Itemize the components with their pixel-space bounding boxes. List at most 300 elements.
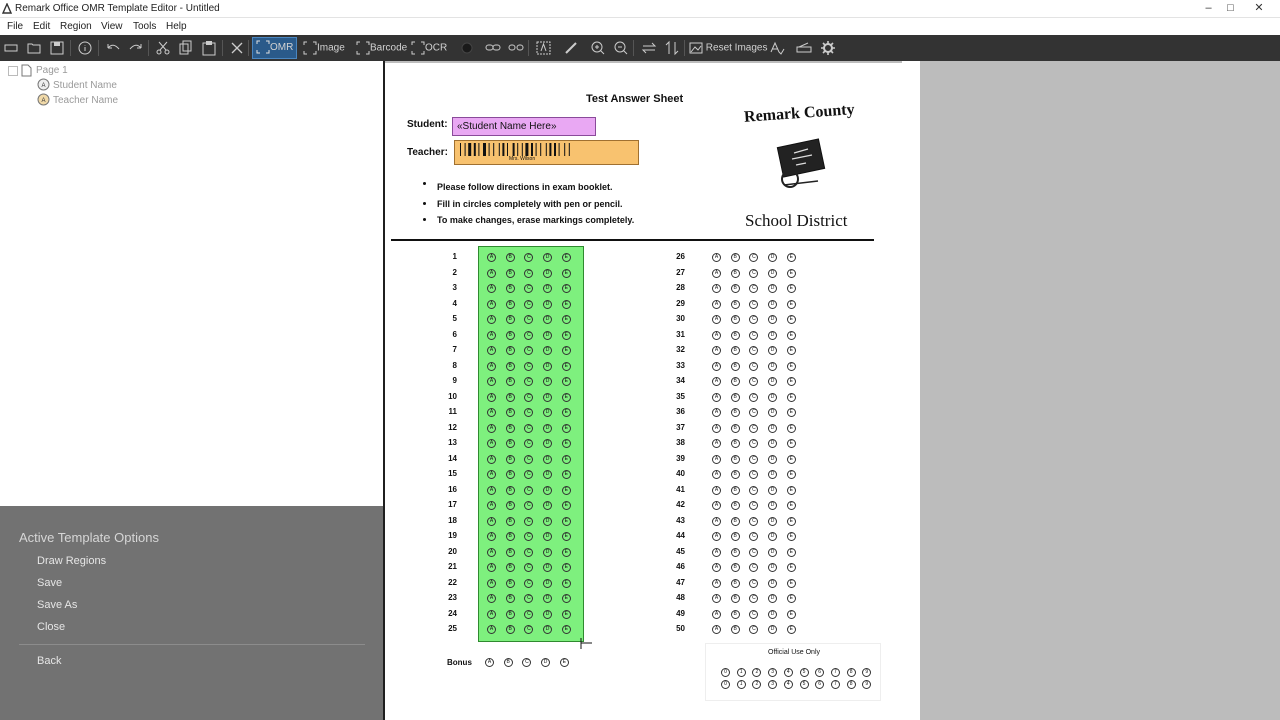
question-number: 41 — [676, 484, 685, 494]
question-number: 20 — [448, 546, 457, 556]
question-number: 31 — [676, 329, 685, 339]
reset-images-label: Reset Images — [705, 42, 768, 54]
official-bubble: 1 — [737, 680, 746, 689]
answer-bubble: C — [749, 563, 758, 572]
official-bubble: 1 — [737, 668, 746, 677]
answer-bubble: C — [749, 439, 758, 448]
menu-region[interactable]: Region — [60, 21, 92, 32]
question-number: 2 — [452, 267, 457, 277]
image-region-button[interactable] — [303, 40, 345, 56]
answer-bubble: A — [487, 408, 496, 417]
question-number: 10 — [448, 391, 457, 401]
answer-bubble: D — [768, 300, 777, 309]
answer-bubble: B — [731, 346, 740, 355]
barcode-bar — [460, 143, 461, 156]
answer-bubble: C — [749, 331, 758, 340]
barcode-bar — [569, 143, 570, 156]
answer-bubble: B — [506, 284, 515, 293]
app-icon — [2, 3, 12, 14]
redo-icon[interactable] — [128, 40, 144, 56]
answer-bubble: D — [768, 346, 777, 355]
question-number: 39 — [676, 453, 685, 463]
answer-bubble: B — [506, 486, 515, 495]
window-title: Remark Office OMR Template Editor - Untitled — [15, 3, 220, 14]
answer-bubble: A — [487, 300, 496, 309]
answer-bubble: A — [487, 470, 496, 479]
answer-bubble: C — [524, 284, 533, 293]
answer-bubble: C — [749, 625, 758, 634]
ocr-region-button[interactable] — [411, 40, 447, 56]
answer-bubble: C — [524, 408, 533, 417]
official-bubble: 8 — [847, 668, 856, 677]
answer-bubble: A — [712, 315, 721, 324]
bonus-bubble: E — [560, 658, 569, 667]
answer-bubble: D — [768, 470, 777, 479]
answer-bubble: A — [712, 563, 721, 572]
answer-bubble: E — [787, 439, 796, 448]
answer-bubble: D — [543, 625, 552, 634]
official-bubble: 4 — [784, 680, 793, 689]
answer-bubble: B — [731, 393, 740, 402]
barcode-bar — [536, 143, 537, 156]
answer-bubble: C — [524, 532, 533, 541]
answer-bubble: B — [731, 284, 740, 293]
answer-bubble: D — [768, 393, 777, 402]
answer-bubble: B — [731, 532, 740, 541]
close-window-button[interactable]: ✕ — [1254, 2, 1264, 14]
answer-bubble: B — [731, 470, 740, 479]
instruction-2: Fill in circles completely with pen or pencil. — [437, 199, 623, 209]
answer-bubble: A — [487, 517, 496, 526]
form-canvas[interactable] — [385, 61, 920, 720]
answer-bubble: C — [749, 377, 758, 386]
pencil-icon[interactable] — [564, 40, 578, 56]
answer-bubble: A — [712, 377, 721, 386]
question-number: 16 — [448, 484, 457, 494]
barcode-bar — [483, 143, 486, 156]
tree-page-item[interactable]: Page 1 — [36, 65, 68, 76]
question-number: 36 — [676, 407, 685, 416]
close-option[interactable]: Close — [37, 621, 66, 633]
answer-bubble: B — [506, 424, 515, 433]
answer-bubble: B — [506, 253, 515, 262]
barcode-bar — [499, 143, 500, 156]
question-number: 28 — [676, 283, 685, 292]
bonus-bubble: B — [504, 658, 513, 667]
answer-bubble: D — [768, 610, 777, 619]
question-number: 14 — [448, 453, 457, 463]
answer-bubble: D — [768, 362, 777, 371]
question-number: 13 — [448, 438, 457, 447]
save-icon[interactable] — [50, 40, 64, 56]
question-number: 5 — [452, 314, 457, 323]
answer-bubble: E — [787, 594, 796, 603]
question-number: 11 — [448, 407, 457, 416]
answer-bubble: E — [562, 362, 571, 371]
barcode-label: Barcode — [370, 42, 408, 54]
answer-bubble: D — [768, 517, 777, 526]
answer-bubble: C — [524, 594, 533, 603]
question-number: 49 — [676, 608, 685, 618]
answer-bubble: B — [731, 362, 740, 371]
answer-bubble: D — [768, 269, 777, 278]
answer-bubble: E — [562, 346, 571, 355]
question-number: 33 — [676, 360, 685, 370]
answer-bubble: B — [731, 563, 740, 572]
delete-icon[interactable] — [230, 40, 244, 56]
answer-bubble: C — [524, 393, 533, 402]
answer-bubble: C — [524, 548, 533, 557]
barcode-bar — [522, 143, 523, 156]
menu-file[interactable]: File — [7, 21, 24, 32]
answer-bubble: E — [562, 439, 571, 448]
menu-view[interactable]: View — [101, 21, 123, 32]
answer-bubble: B — [731, 501, 740, 510]
sheet-title: Test Answer Sheet — [586, 93, 684, 105]
image-label: Image — [317, 42, 345, 54]
answer-bubble: B — [506, 625, 515, 634]
question-number: 8 — [452, 360, 457, 370]
swap-vertical-icon[interactable] — [664, 40, 680, 56]
answer-bubble: E — [562, 300, 571, 309]
title-bar — [0, 0, 1280, 18]
link-icon[interactable] — [485, 40, 501, 56]
answer-bubble: C — [524, 315, 533, 324]
save-option[interactable]: Save — [37, 577, 63, 589]
official-bubble: 4 — [784, 668, 793, 677]
answer-bubble: D — [543, 594, 552, 603]
answer-bubble: E — [787, 501, 796, 510]
svg-text:A: A — [41, 83, 46, 89]
answer-bubble: E — [562, 563, 571, 572]
answer-bubble: A — [712, 362, 721, 371]
answer-bubble: D — [543, 253, 552, 262]
answer-bubble: D — [543, 300, 552, 309]
answer-bubble: E — [787, 284, 796, 293]
answer-bubble: B — [731, 486, 740, 495]
answer-bubble: E — [787, 362, 796, 371]
answer-bubble: C — [749, 455, 758, 464]
answer-bubble: A — [487, 455, 496, 464]
answer-bubble: B — [731, 269, 740, 278]
answer-bubble: D — [768, 579, 777, 588]
answer-bubble: D — [768, 331, 777, 340]
answer-bubble: E — [787, 470, 796, 479]
answer-bubble: D — [768, 424, 777, 433]
answer-bubble: E — [787, 300, 796, 309]
official-bubble: 2 — [752, 680, 761, 689]
menu-help[interactable]: Help — [166, 21, 187, 32]
answer-bubble: B — [506, 579, 515, 588]
question-number: 6 — [452, 329, 457, 339]
answer-bubble: A — [487, 284, 496, 293]
instruction-1: Please follow directions in exam booklet. — [437, 182, 613, 192]
maximize-button[interactable]: □ — [1227, 2, 1234, 14]
answer-bubble: B — [731, 455, 740, 464]
options-divider — [19, 644, 365, 645]
answer-bubble: D — [768, 253, 777, 262]
answer-bubble: D — [543, 470, 552, 479]
answer-bubble: D — [768, 625, 777, 634]
answer-bubble: D — [543, 331, 552, 340]
answer-bubble: C — [749, 408, 758, 417]
answer-bubble: D — [768, 284, 777, 293]
answer-bubble: B — [506, 362, 515, 371]
answer-bubble: E — [562, 408, 571, 417]
question-number: 27 — [676, 267, 685, 277]
answer-bubble: B — [731, 408, 740, 417]
save-as-option[interactable]: Save As — [37, 599, 78, 611]
barcode-bar — [531, 143, 533, 156]
answer-bubble: B — [506, 393, 515, 402]
answer-bubble: C — [749, 424, 758, 433]
question-number: 3 — [452, 283, 457, 292]
answer-bubble: A — [712, 408, 721, 417]
question-number: 47 — [676, 577, 685, 587]
answer-bubble: E — [562, 424, 571, 433]
answer-bubble: E — [562, 532, 571, 541]
zoom-in-icon[interactable] — [590, 40, 606, 56]
answer-bubble: C — [524, 486, 533, 495]
official-bubble: 3 — [768, 680, 777, 689]
question-number: 17 — [448, 500, 457, 509]
reset-images-button[interactable] — [689, 40, 767, 56]
record-icon[interactable] — [460, 40, 474, 56]
answer-bubble: B — [506, 331, 515, 340]
answer-bubble: C — [524, 269, 533, 278]
tree-region-student-name[interactable]: Student Name — [53, 80, 117, 91]
bonus-label: Bonus — [447, 658, 472, 667]
answer-bubble: B — [731, 548, 740, 557]
answer-bubble: E — [787, 331, 796, 340]
answer-bubble: A — [712, 501, 721, 510]
answer-bubble: D — [543, 579, 552, 588]
answer-bubble: A — [712, 486, 721, 495]
answer-bubble: E — [787, 625, 796, 634]
answer-bubble: A — [712, 346, 721, 355]
answer-bubble: C — [524, 424, 533, 433]
barcode-bar — [507, 143, 508, 156]
student-label: Student: — [407, 119, 448, 130]
answer-bubble: D — [768, 455, 777, 464]
swap-horizontal-icon[interactable] — [641, 40, 657, 56]
answer-bubble: D — [543, 269, 552, 278]
question-number: 50 — [676, 624, 685, 633]
answer-bubble: B — [506, 517, 515, 526]
official-bubble: 5 — [800, 668, 809, 677]
barcode-bar — [468, 143, 471, 156]
answer-bubble: A — [487, 486, 496, 495]
question-number: 23 — [448, 593, 457, 602]
answer-bubble: C — [749, 501, 758, 510]
question-number: 37 — [676, 422, 685, 432]
answer-bubble: D — [768, 408, 777, 417]
answer-bubble: A — [487, 424, 496, 433]
student-name-region[interactable] — [452, 117, 596, 136]
answer-bubble: E — [562, 315, 571, 324]
barcode-bar — [517, 143, 518, 156]
answer-bubble: A — [712, 269, 721, 278]
question-number: 43 — [676, 515, 685, 525]
answer-bubble: A — [712, 470, 721, 479]
ocr-label: OCR — [425, 42, 448, 54]
answer-bubble: C — [524, 455, 533, 464]
bullet — [423, 202, 426, 205]
omr-region-button[interactable] — [252, 37, 297, 59]
scanner-icon[interactable] — [4, 40, 18, 56]
question-number: 15 — [448, 469, 457, 478]
bonus-bubble: D — [541, 658, 550, 667]
answer-bubble: A — [712, 424, 721, 433]
answer-bubble: E — [562, 269, 571, 278]
answer-bubble: E — [562, 501, 571, 510]
answer-bubble: A — [487, 579, 496, 588]
answer-bubble: B — [506, 408, 515, 417]
answer-bubble: D — [768, 563, 777, 572]
answer-bubble: C — [524, 563, 533, 572]
answer-bubble: E — [562, 393, 571, 402]
answer-bubble: E — [787, 393, 796, 402]
answer-bubble: D — [768, 377, 777, 386]
back-option[interactable]: Back — [37, 655, 62, 667]
answer-bubble: A — [712, 331, 721, 340]
paste-icon[interactable] — [202, 40, 216, 56]
question-number: 12 — [448, 422, 457, 432]
barcode-bar — [559, 143, 560, 156]
bullet — [423, 218, 426, 221]
answer-bubble: A — [487, 501, 496, 510]
question-number: 26 — [676, 252, 685, 261]
answer-bubble: B — [506, 377, 515, 386]
answer-bubble: B — [731, 625, 740, 634]
answer-bubble: D — [543, 284, 552, 293]
template-tree-panel — [0, 61, 383, 506]
answer-bubble: D — [543, 362, 552, 371]
barcode-bar — [478, 143, 479, 156]
answer-bubble: D — [543, 517, 552, 526]
copy-icon[interactable] — [179, 40, 193, 56]
answer-bubble: C — [749, 610, 758, 619]
answer-bubble: B — [731, 300, 740, 309]
answer-bubble: C — [749, 346, 758, 355]
answer-bubble: D — [543, 532, 552, 541]
answer-bubble: A — [712, 284, 721, 293]
answer-bubble: E — [787, 408, 796, 417]
answer-bubble: C — [749, 300, 758, 309]
question-number: 34 — [676, 376, 685, 385]
answer-bubble: C — [749, 253, 758, 262]
answer-bubble: A — [712, 517, 721, 526]
answer-bubble: E — [562, 470, 571, 479]
gear-icon[interactable] — [820, 40, 836, 56]
answer-bubble: A — [487, 532, 496, 541]
answer-bubble: D — [543, 408, 552, 417]
barcode-region-button[interactable] — [356, 40, 407, 56]
answer-bubble: D — [768, 315, 777, 324]
answer-bubble: A — [712, 532, 721, 541]
info-icon[interactable] — [78, 40, 92, 56]
cut-icon[interactable] — [156, 40, 170, 56]
page-icon — [21, 64, 32, 77]
answer-bubble: D — [543, 548, 552, 557]
answer-bubble: E — [562, 625, 571, 634]
answer-bubble: E — [787, 610, 796, 619]
answer-bubble: D — [543, 455, 552, 464]
answer-bubble: A — [487, 439, 496, 448]
answer-bubble: A — [487, 362, 496, 371]
barcode-bar — [540, 143, 541, 156]
answer-bubble: C — [524, 346, 533, 355]
answer-bubble: C — [524, 439, 533, 448]
zoom-out-icon[interactable] — [613, 40, 629, 56]
unlink-icon[interactable] — [508, 40, 524, 56]
official-use-label: Official Use Only — [768, 649, 820, 656]
answer-bubble: E — [562, 579, 571, 588]
header-rule — [391, 239, 874, 241]
answer-bubble: B — [506, 346, 515, 355]
answer-bubble: C — [749, 486, 758, 495]
tree-expand-icon[interactable] — [8, 66, 20, 78]
text-region-icon[interactable] — [536, 40, 552, 56]
answer-bubble: A — [712, 610, 721, 619]
menu-tools[interactable]: Tools — [133, 21, 157, 32]
official-bubble: 3 — [768, 668, 777, 677]
answer-bubble: E — [562, 548, 571, 557]
answer-bubble: B — [731, 579, 740, 588]
answer-bubble: E — [787, 315, 796, 324]
answer-bubble: E — [787, 269, 796, 278]
teacher-name-region[interactable] — [454, 140, 639, 165]
question-number: 4 — [452, 298, 457, 308]
answer-bubble: A — [487, 377, 496, 386]
toolbar — [0, 35, 1280, 61]
student-name-placeholder: «Student Name Here» — [457, 121, 557, 132]
undo-icon[interactable] — [105, 40, 121, 56]
spell-check-icon[interactable] — [769, 40, 785, 56]
answer-bubble: E — [787, 548, 796, 557]
answer-bubble: C — [524, 470, 533, 479]
question-number: 24 — [448, 608, 457, 618]
official-bubble: 7 — [831, 668, 840, 677]
answer-bubble: C — [524, 377, 533, 386]
answer-bubble: E — [787, 346, 796, 355]
menu-edit[interactable]: Edit — [33, 21, 51, 32]
template-options-panel — [0, 506, 383, 720]
answer-bubble: A — [712, 253, 721, 262]
answer-bubble: D — [543, 486, 552, 495]
tree-region-teacher-name[interactable]: Teacher Name — [53, 95, 119, 106]
open-folder-icon[interactable] — [27, 40, 41, 56]
answer-bubble: A — [487, 346, 496, 355]
scanner-settings-icon[interactable] — [796, 40, 812, 56]
answer-bubble: E — [787, 486, 796, 495]
answer-bubble: A — [712, 455, 721, 464]
minimize-button[interactable]: – — [1205, 2, 1212, 14]
barcode-bar — [502, 143, 504, 156]
official-bubble: 9 — [862, 668, 871, 677]
draw-regions-option[interactable]: Draw Regions — [37, 555, 107, 567]
answer-bubble: A — [487, 610, 496, 619]
answer-bubble: B — [731, 594, 740, 603]
answer-bubble: C — [749, 532, 758, 541]
answer-bubble: E — [787, 563, 796, 572]
answer-bubble: C — [749, 548, 758, 557]
answer-bubble: D — [768, 532, 777, 541]
answer-bubble: E — [787, 579, 796, 588]
answer-bubble: B — [731, 331, 740, 340]
answer-bubble: C — [524, 253, 533, 262]
answer-bubble: A — [487, 269, 496, 278]
